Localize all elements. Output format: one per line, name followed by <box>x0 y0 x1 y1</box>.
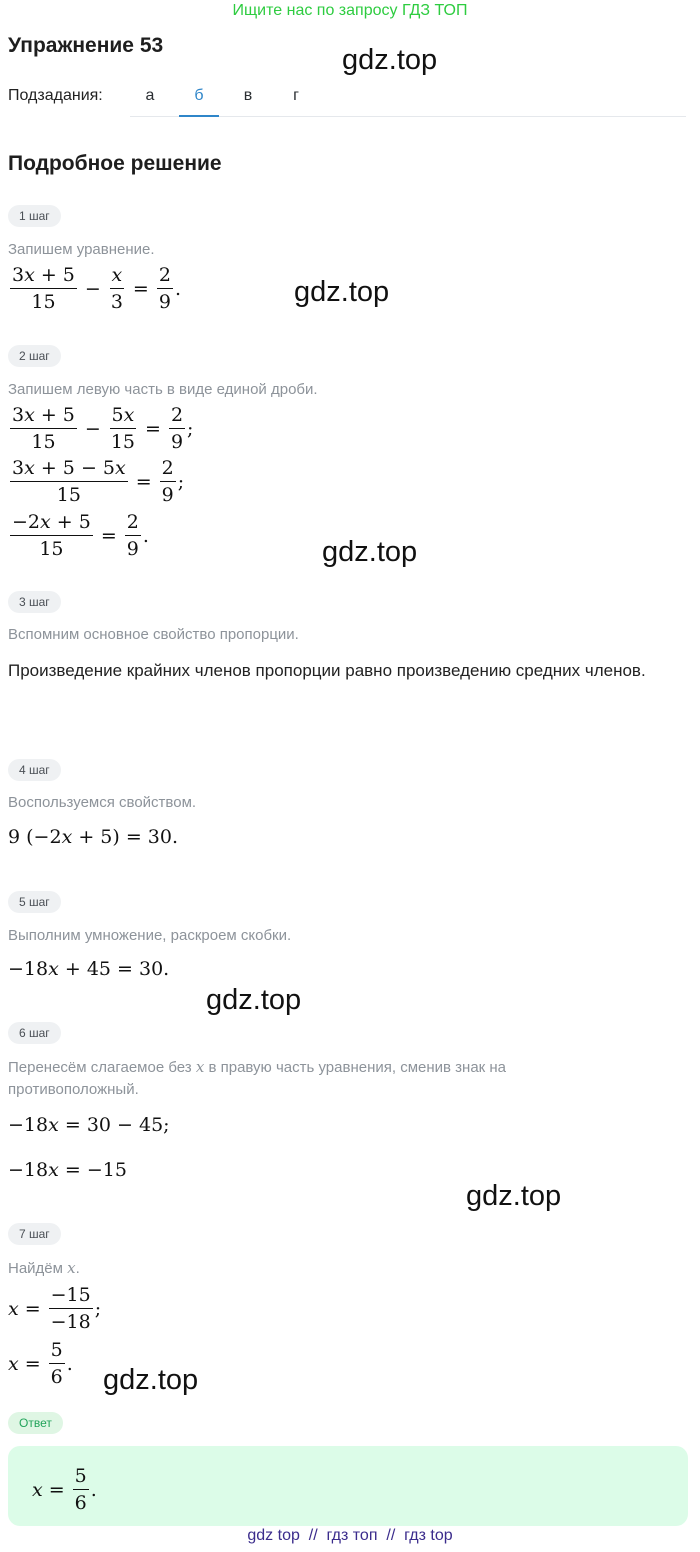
step-badge: 4 шаг <box>8 759 61 781</box>
step-badge: 2 шаг <box>8 345 61 367</box>
hint-text: в правую часть уравнения, сменив знак на <box>208 1059 507 1076</box>
equation: −18x = 30 − 45; <box>8 1114 170 1136</box>
equation: x = $\frac{-15}{-18}$ ; <box>8 1284 102 1333</box>
step-hint: Запишем уравнение. <box>8 241 155 258</box>
hint-variable: x <box>67 1259 76 1277</box>
step-hint: Вспомним основное свойство пропорции. <box>8 626 299 643</box>
step-badge: 5 шаг <box>8 891 61 913</box>
step-badge: 7 шаг <box>8 1223 61 1245</box>
hint-text: Перенесём слагаемое без <box>8 1059 192 1076</box>
hint-text: Найдём <box>8 1260 63 1277</box>
section-title: Подробное решение <box>8 152 222 175</box>
promo-banner: Ищите нас по запросу ГДЗ ТОП <box>232 2 468 19</box>
step-hint: Запишем левую часть в виде единой дроби. <box>8 381 318 398</box>
step-badge: 6 шаг <box>8 1022 61 1044</box>
step-hint: Выполним умножение, раскроем скобки. <box>8 927 292 944</box>
watermark: gdz.top <box>466 1180 562 1212</box>
tab-v[interactable]: в <box>243 87 253 104</box>
subtasks-label: Подзадания: <box>8 87 103 104</box>
step-badge: 3 шаг <box>8 591 61 613</box>
step-hint: Воспользуемся свойством. <box>8 794 197 811</box>
step-hint <box>8 1259 80 1277</box>
watermark: gdz.top <box>294 276 390 308</box>
answer-equation: x = $\frac{5}{6}$ . <box>32 1465 97 1514</box>
tab-a[interactable]: а <box>145 87 155 104</box>
answer-badge: Ответ <box>8 1412 63 1434</box>
watermark: gdz.top <box>342 44 438 76</box>
step-hint <box>8 1058 506 1076</box>
answer-box <box>8 1446 688 1526</box>
subtask-tabs <box>130 76 686 117</box>
equation: 9 (−2x + 5) = 30. <box>8 826 178 848</box>
tab-g[interactable]: г <box>293 87 299 104</box>
equation: x = $\frac{5}{6}$ . <box>8 1339 73 1388</box>
hint-variable: x <box>195 1058 205 1076</box>
step-badge: 1 шаг <box>8 205 61 227</box>
equation: −18x + 45 = 30. <box>8 958 170 980</box>
watermark: gdz.top <box>322 536 418 568</box>
step-hint: противоположный. <box>8 1081 139 1098</box>
watermark: gdz.top <box>206 984 302 1016</box>
rule-text: Произведение крайних членов пропорции равно произведению средних членов. <box>8 661 646 680</box>
equation: −18x = −15 <box>8 1159 127 1181</box>
equation: $\frac{3x + 5 - 5x}{15}$ = $\frac{2}{9}$ ; <box>12 457 185 506</box>
equation: $\frac{3x + 5}{15}$ − $\frac{x}{3}$ = $\frac{2}{9}$ . <box>12 264 181 313</box>
page-title: Упражнение 53 <box>8 34 164 57</box>
hint-text: . <box>75 1260 80 1277</box>
watermark: gdz.top <box>103 1364 199 1396</box>
equation: $\frac{3x + 5}{15}$ − $\frac{5x}{15}$ = $\frac{2}{9}$ ; <box>12 404 194 453</box>
footer-links: gdz top // гдз топ // гдз top <box>247 1527 453 1544</box>
equation: $\frac{-2x + 5}{15}$ = $\frac{2}{9}$ . <box>12 511 149 560</box>
tab-b[interactable]: б <box>179 76 219 117</box>
